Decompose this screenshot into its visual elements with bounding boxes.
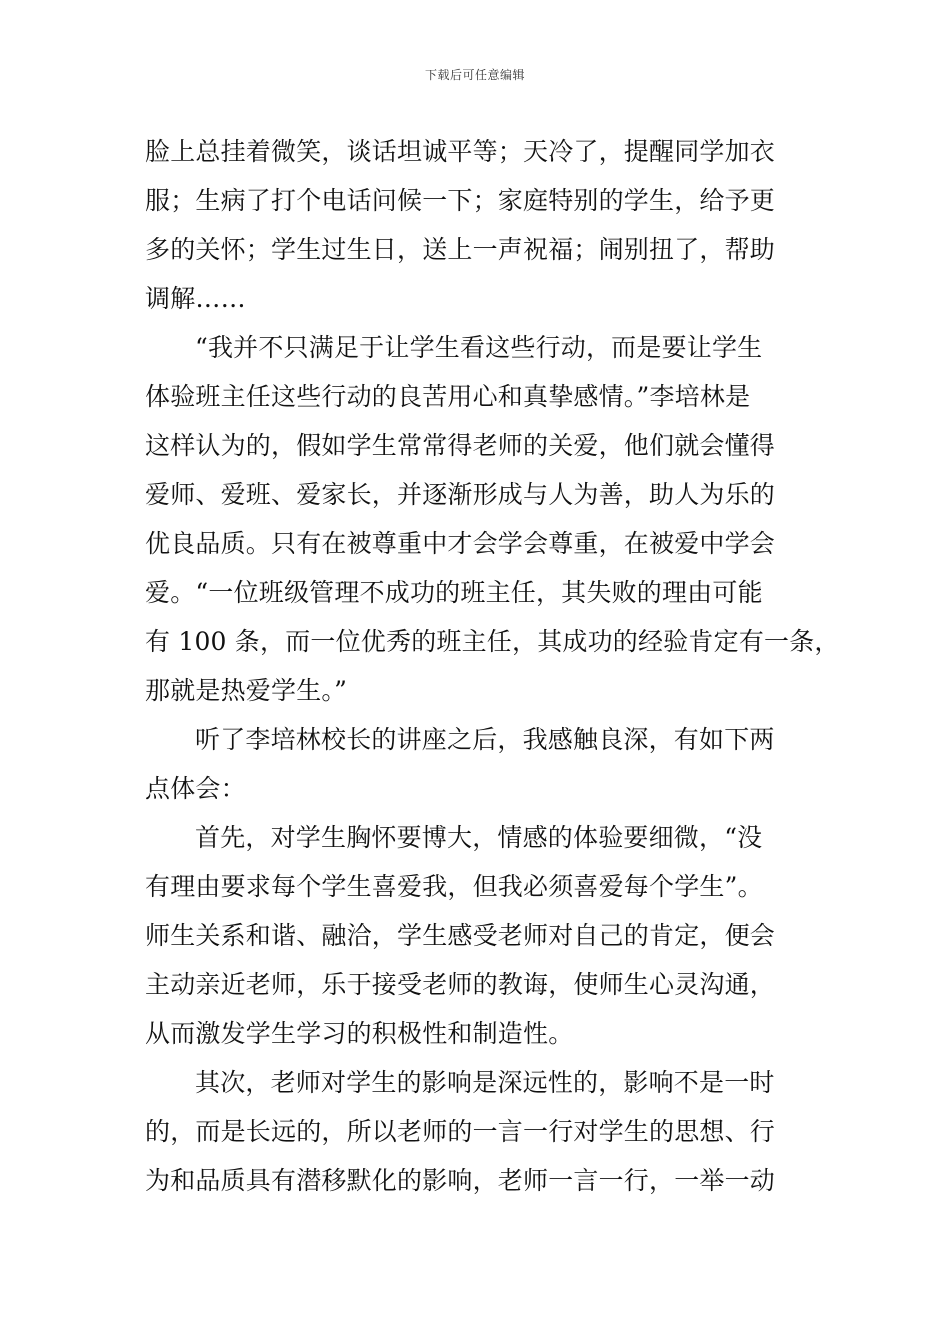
text-line: 爱师、爱班、爱家长，并逐渐形成与人为善，助人为乐的	[145, 480, 776, 509]
text-line: 调解……	[145, 284, 246, 313]
text-line: 优良品质。只有在被尊重中才会学会尊重，在被爱中学会	[145, 529, 776, 558]
text-line: 听了李培林校长的讲座之后，我感触良深，有如下两	[195, 725, 775, 754]
text-line: 其次，老师对学生的影响是深远性的，影响不是一时	[195, 1068, 775, 1097]
text-line: 服；生病了打个电话问候一下；家庭特别的学生，给予更	[145, 186, 776, 215]
text-line: 为和品质具有潜移默化的影响，老师一言一行，一举一动	[145, 1166, 776, 1195]
text-line: 体验班主任这些行动的良苦用心和真挚感情。”李培林是	[145, 382, 751, 411]
text-line: 师生关系和谐、融洽，学生感受老师对自己的肯定，便会	[145, 921, 776, 950]
text-line: 从而激发学生学习的积极性和制造性。	[145, 1019, 574, 1048]
text-line: 爱。“一位班级管理不成功的班主任，其失败的理由可能	[145, 578, 763, 607]
body-text	[145, 127, 845, 1205]
text-line: 脸上总挂着微笑，谈话坦诚平等；天冷了，提醒同学加衣	[145, 137, 776, 166]
text-line: 点体会：	[145, 774, 246, 803]
text-line: 有 100 条，而一位优秀的班主任，其成功的经验肯定有一条，	[145, 627, 840, 656]
text-line: 首先，对学生胸怀要博大，情感的体验要细微，“没	[195, 823, 763, 852]
page-header: 下载后可任意编辑	[424, 68, 525, 82]
text-line: 的，而是长远的，所以老师的一言一行对学生的思想、行	[145, 1117, 776, 1146]
text-line: 这样认为的，假如学生常常得老师的关爱，他们就会懂得	[145, 431, 776, 460]
text-line: 多的关怀；学生过生日，送上一声祝福；闹别扭了，帮助	[145, 235, 776, 264]
text-line: 主动亲近老师，乐于接受老师的教诲，使师生心灵沟通，	[145, 970, 776, 999]
text-line: “我并不只满足于让学生看这些行动，而是要让学生	[195, 333, 763, 362]
text-line: 那就是热爱学生。”	[145, 676, 348, 705]
text-line: 有理由要求每个学生喜爱我，但我必须喜爱每个学生”。	[145, 872, 763, 901]
